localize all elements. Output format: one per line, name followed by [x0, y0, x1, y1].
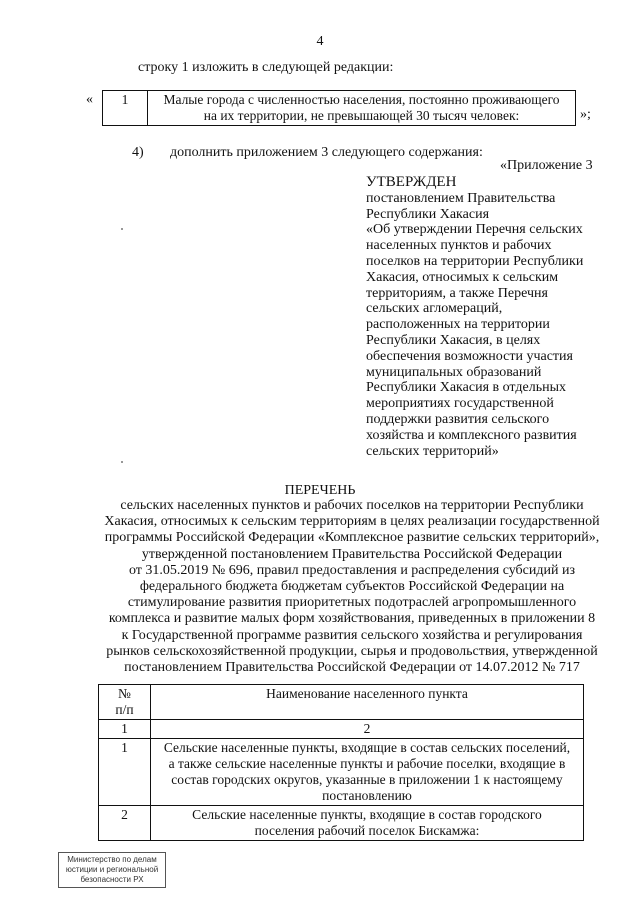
- description-line: от 31.05.2019 № 696, правил предоставления и распределения субсидий из: [128, 562, 576, 578]
- approval-line: расположенных на территории: [366, 317, 550, 333]
- table-index-row: [99, 720, 584, 739]
- row-number: 1: [103, 91, 148, 126]
- approval-line: Республики Хакасия в отдельных: [366, 380, 566, 396]
- list-title: ПЕРЕЧЕНЬ: [284, 483, 356, 498]
- scan-speck: [121, 461, 123, 463]
- description-line: стимулирование развития приоритетных подотраслей агропромышленного: [127, 595, 577, 611]
- approval-line: поддержки развития сельского: [366, 411, 550, 427]
- approval-line: муниципальных образований: [366, 364, 542, 380]
- index-col2: 2: [151, 720, 584, 739]
- stamp-line: юстиции и региональной: [65, 865, 159, 874]
- approval-line: населенных пунктов и рабочих: [366, 238, 552, 254]
- approval-heading: УТВЕРЖДЕН: [366, 174, 457, 190]
- list-description: [92, 498, 612, 676]
- row-text-line: Сельские населенные пункты, входящие в состав городского: [192, 807, 542, 822]
- header-number: [99, 685, 151, 720]
- header-name: Наименование населенного пункта: [151, 685, 584, 720]
- table-row: [99, 739, 584, 806]
- settlements-table: [98, 684, 584, 841]
- approval-line: обеспечения возможности участия: [366, 348, 573, 364]
- row-text-line: состав городских округов, указанные в приложении 1 к настоящему: [171, 772, 563, 787]
- row-text: [151, 739, 584, 806]
- row-text-line: поселения рабочий поселок Бискамжа:: [254, 823, 480, 838]
- table-row: [103, 91, 576, 126]
- description-line: комплекса и развитие малых форм хозяйствования, приведенных в приложении 8: [108, 611, 596, 627]
- approval-line: Республики Хакасия: [366, 206, 490, 222]
- row-number: 1: [99, 739, 151, 806]
- approval-line: сельских агломераций,: [366, 301, 503, 317]
- approval-line: Хакасия, относимых к сельским: [366, 269, 559, 285]
- item-text: дополнить приложением 3 следующего содержания:: [170, 145, 483, 160]
- amended-row-table: [102, 90, 576, 126]
- item-number: 4): [132, 145, 144, 160]
- table-header-row: [99, 685, 584, 720]
- approval-line: территориям, а также Перечня: [366, 285, 548, 301]
- description-line: сельских населенных пунктов и рабочих поселков на территории Республики: [120, 498, 584, 513]
- row-text: [151, 806, 584, 841]
- approval-line: Республики Хакасия, в целях: [366, 332, 541, 348]
- header-number-sign: №: [118, 686, 131, 701]
- approval-line: «Об утверждении Перечня сельских: [366, 222, 583, 238]
- approval-line: мероприятиях государственной: [366, 396, 554, 412]
- ministry-stamp: [58, 852, 166, 888]
- page-number: 4: [316, 34, 324, 49]
- description-line: федерального бюджета бюджетам субъектов Российской Федерации на: [139, 579, 565, 595]
- row-number: 2: [99, 806, 151, 841]
- row-text-line: постановлению: [322, 788, 412, 803]
- approval-block: [366, 175, 606, 459]
- description-line: программы Российской Федерации «Комплексное развитие сельских территорий»,: [104, 530, 600, 546]
- appendix-label: «Приложение 3: [500, 158, 593, 173]
- quote-close: »;: [580, 107, 591, 122]
- stamp-line: Министерство по делам: [67, 855, 157, 864]
- intro-text: строку 1 изложить в следующей редакции:: [138, 60, 394, 75]
- scan-speck: [121, 228, 123, 230]
- index-col1: 1: [99, 720, 151, 739]
- approval-line: хозяйства и комплексного развития: [366, 427, 577, 443]
- row-text-line: Малые города с численностью населения, постоянно проживающего: [163, 92, 560, 107]
- description-line: Хакасия, относимых к сельским территориям в целях реализации государственной: [104, 514, 600, 530]
- header-number-label: п/п: [115, 702, 134, 717]
- approval-line: сельских территорий»: [366, 443, 499, 459]
- description-line: к Государственной программе развития сельского хозяйства и регулирования: [121, 627, 583, 643]
- table-row: [99, 806, 584, 841]
- stamp-line: безопасности РХ: [80, 875, 144, 884]
- row-text-line: на их территории, не превышающей 30 тысяч человек:: [203, 108, 520, 123]
- row-text-line: Сельские населенные пункты, входящие в состав сельских поселений,: [163, 740, 571, 755]
- description-line: утвержденной постановлением Правительства Российской Федерации: [141, 546, 563, 562]
- quote-open: «: [86, 92, 93, 107]
- row-text-line: а также сельские населенные пункты и рабочие поселки, входящие в: [168, 756, 566, 771]
- row-text: [148, 91, 576, 126]
- description-line: постановлением Правительства Российской Федерации от 14.07.2012 № 717: [124, 660, 580, 676]
- approval-line: постановлением Правительства: [366, 190, 556, 206]
- description-line: рынков сельскохозяйственной продукции, сырья и продовольствия, утвержденной: [106, 643, 598, 659]
- approval-line: поселков на территории Республики: [366, 253, 584, 269]
